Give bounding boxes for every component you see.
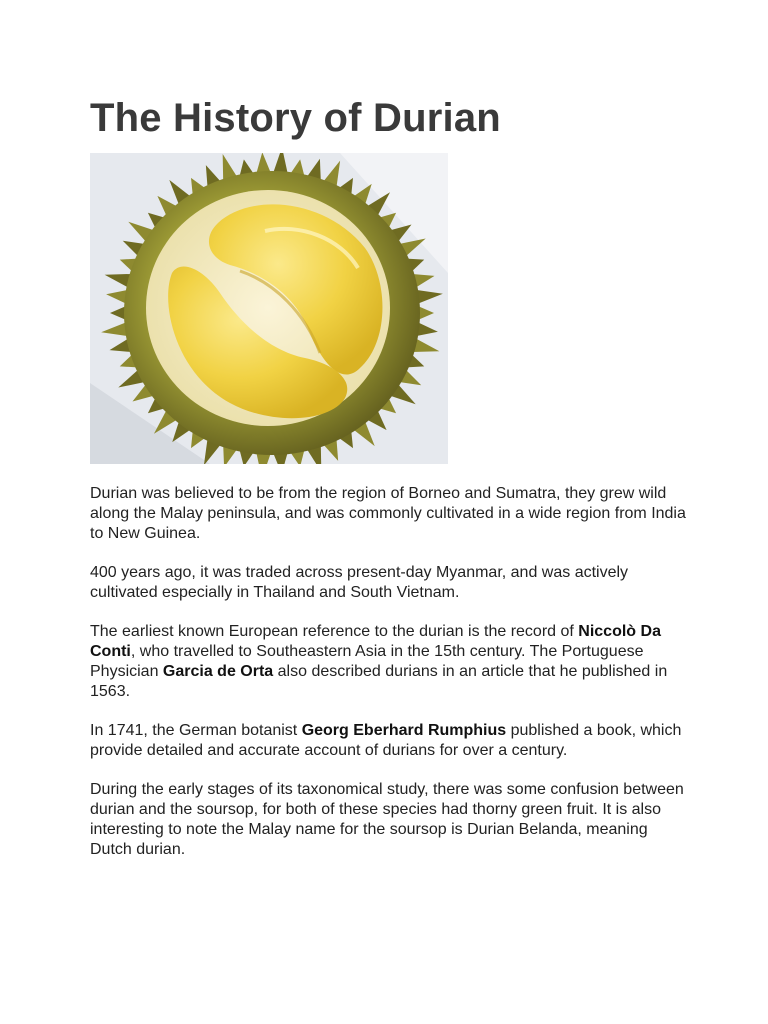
paragraph-text: published a book, which provide detailed and accurate account of durians for over a century. — [90, 722, 682, 759]
paragraph-origin — [90, 484, 690, 544]
paragraph-trade — [90, 563, 690, 603]
paragraph-text: During the early stages of its taxonomical study, there was some confusion between durian and the soursop, for both of these species had thorny green fruit. It is also interesting to note the Malay name for the soursop is Durian Belanda, meaning Dutch durian. — [90, 781, 684, 858]
paragraph-soursop — [90, 780, 690, 860]
name-garcia-de-orta: Garcia de Orta — [162, 663, 274, 680]
name-georg-eberhard-rumphius: Georg Eberhard Rumphius — [301, 722, 507, 739]
paragraph-european-reference — [90, 622, 690, 702]
durian-photo — [90, 153, 448, 464]
paragraph-text: , who travelled to Southeastern Asia in the 15th century. The Portuguese Physician — [90, 643, 644, 680]
page-title: The History of Durian — [90, 96, 501, 140]
paragraph-text: also described durians in an article that he published in 1563. — [90, 663, 668, 700]
paragraph-rumphius — [90, 721, 690, 761]
paragraph-text: Durian was believed to be from the region of Borneo and Sumatra, they grew wild along the Malay peninsula, and was commonly cultivated in a wide region from India to New Guinea. — [90, 485, 686, 542]
paragraph-text: In 1741, the German botanist — [90, 722, 302, 739]
paragraph-text: 400 years ago, it was traded across present-day Myanmar, and was actively cultivated especially in Thailand and South Vietnam. — [90, 564, 629, 601]
article-body — [90, 484, 690, 879]
durian-illustration — [90, 153, 448, 464]
name-niccolo-da-conti: Niccolò Da Conti — [90, 623, 661, 660]
paragraph-text: The earliest known European reference to the durian is the record of — [90, 623, 579, 640]
